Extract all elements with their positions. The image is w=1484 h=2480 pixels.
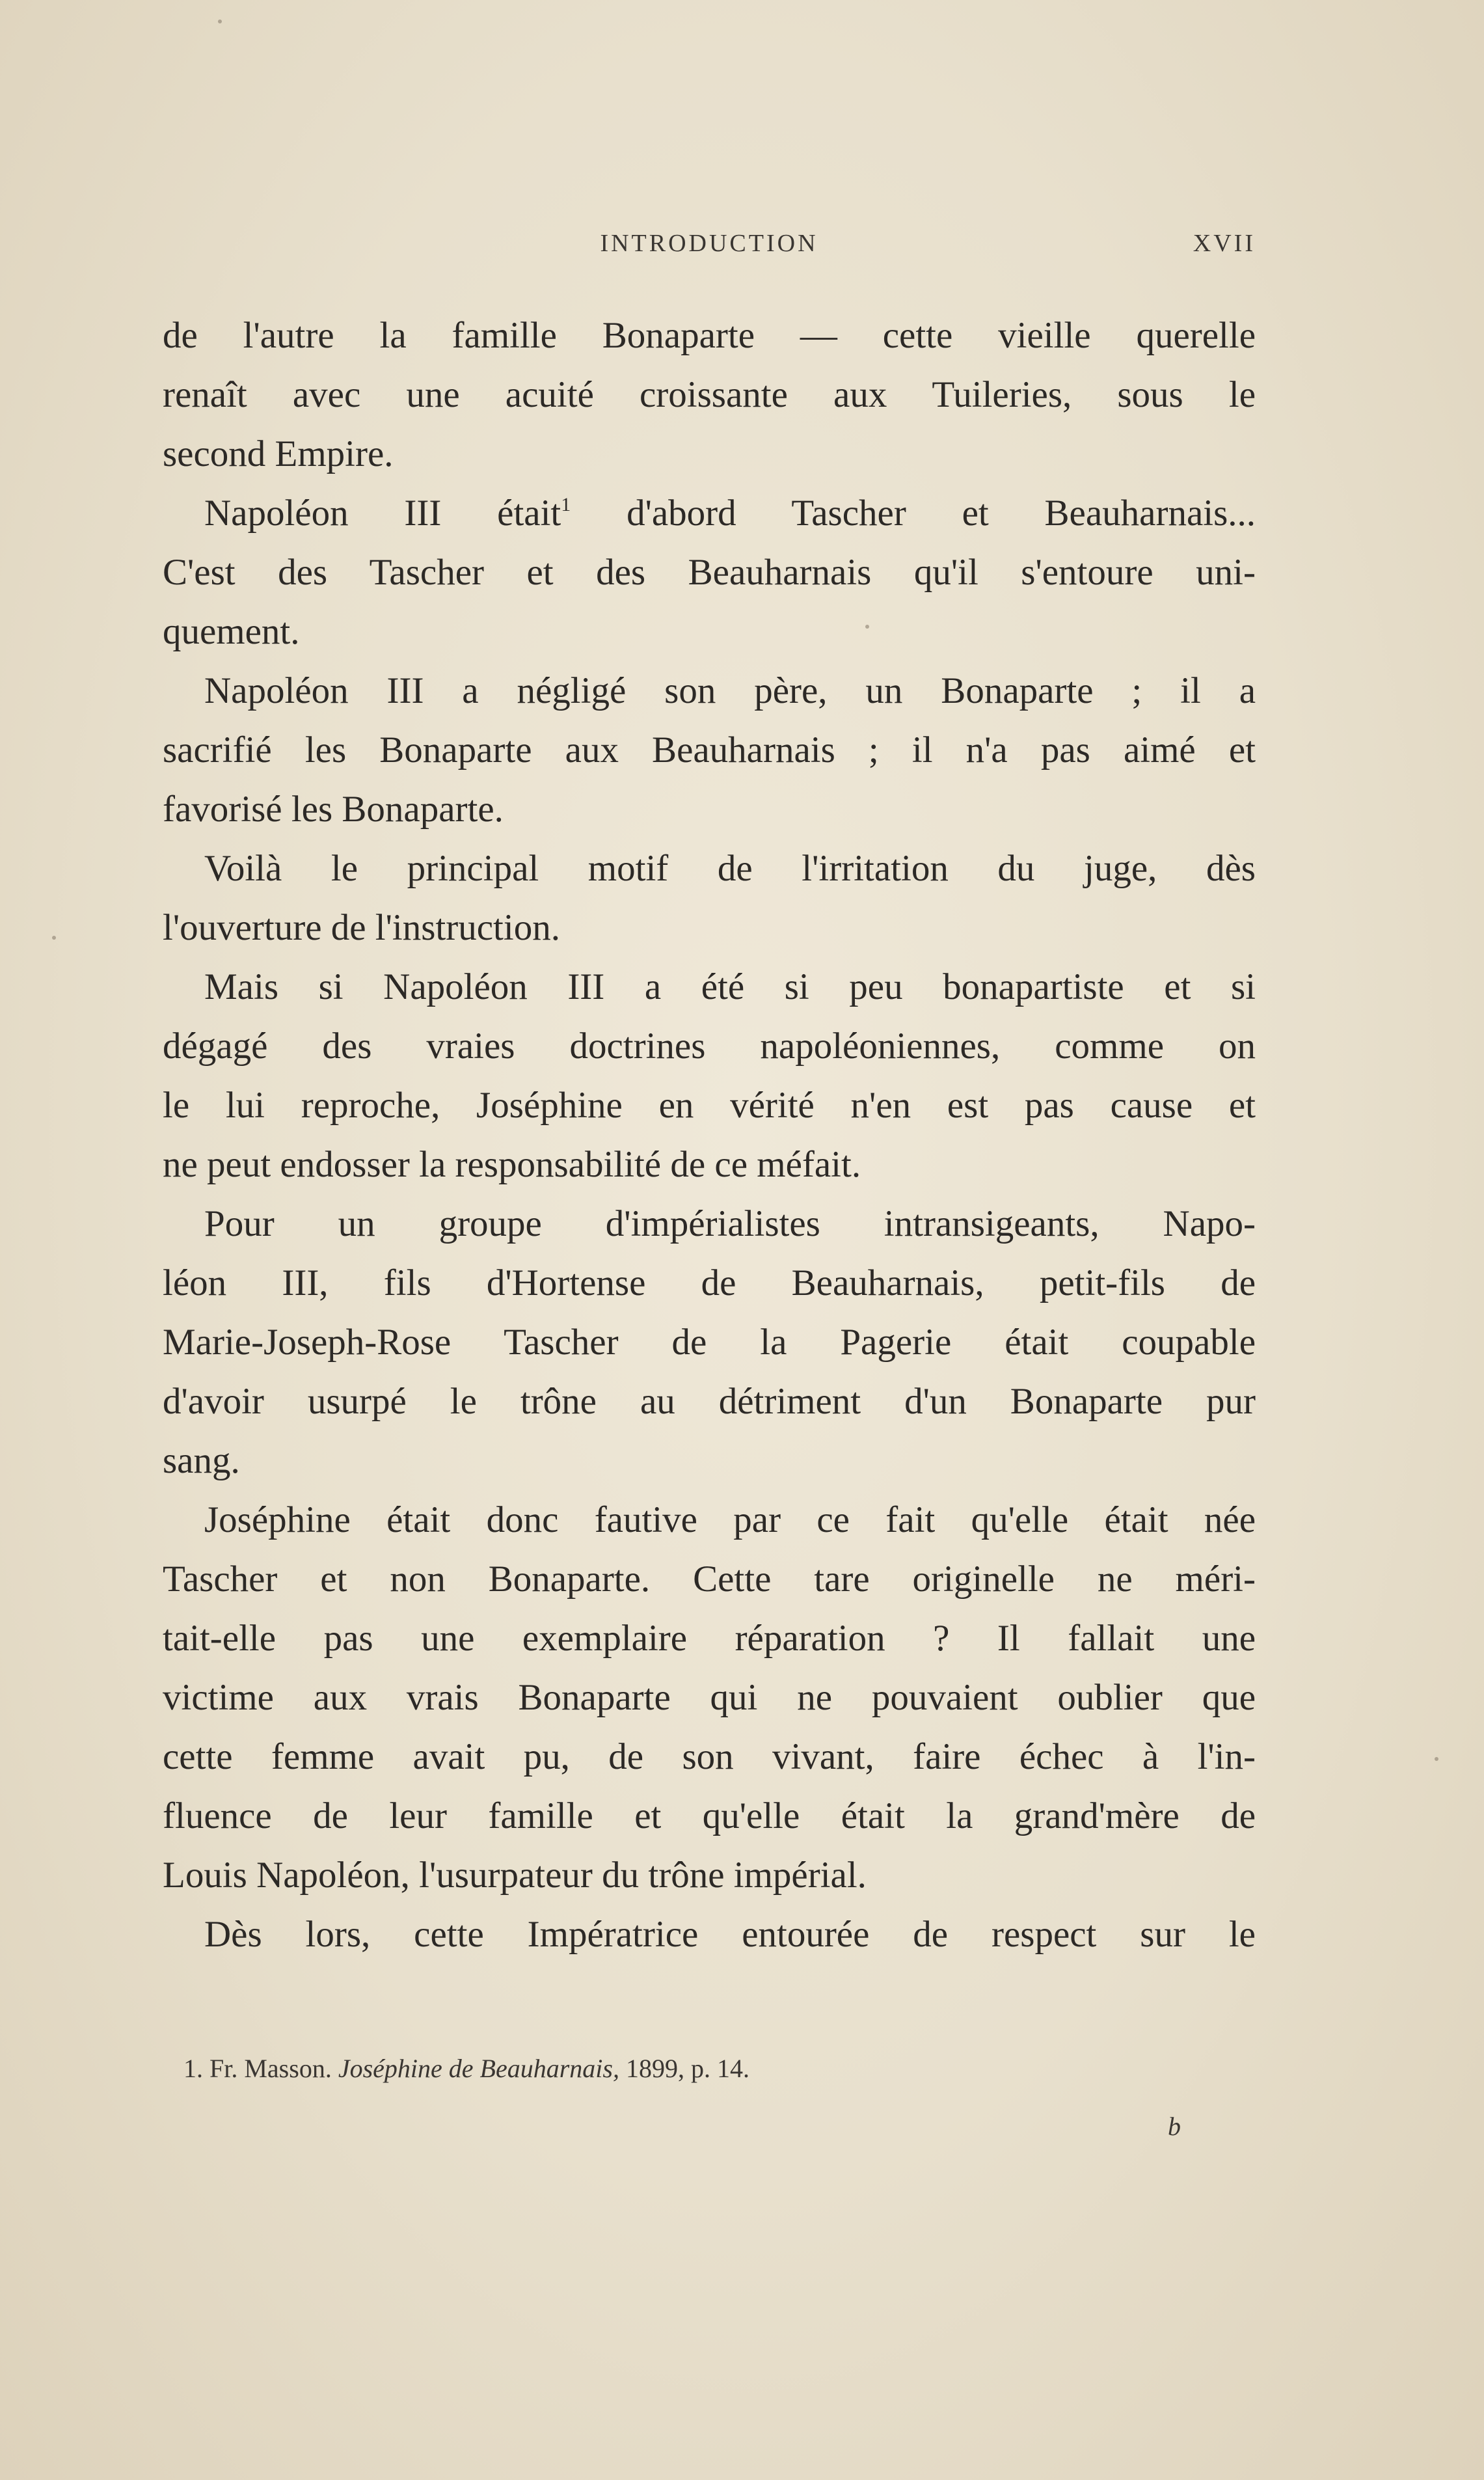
text-line: le lui reproche, Joséphine en vérité n'en est pas cause et (163, 1085, 1256, 1126)
text-segment: d'abord Tascher et Beauharnais... (627, 493, 1256, 534)
text-line: Pour un groupe d'impérialistes intransigeants, Napo- (204, 1203, 1256, 1244)
text-line: renaît avec une acuité croissante aux Tuileries, sous le (163, 374, 1256, 415)
text-line: tait-elle pas une exemplaire réparation ? Il fallait une (163, 1618, 1256, 1659)
text-line: C'est des Tascher et des Beauharnais qu'il s'entoure uni- (163, 552, 1256, 593)
footnote-marker: 1 (561, 494, 571, 515)
paper-speck (865, 625, 869, 629)
page-header (163, 229, 1256, 268)
footnote-details: 1899, p. 14. (625, 2054, 749, 2083)
signature-mark: b (1168, 2112, 1181, 2141)
text-line: favorisé les Bonaparte. (163, 789, 504, 830)
text-line: dégagé des vraies doctrines napoléoniennes, comme on (163, 1026, 1256, 1067)
text-line: sang. (163, 1440, 240, 1481)
text-segment: Napoléon III était (204, 493, 561, 534)
text-line: Tascher et non Bonaparte. Cette tare originelle ne méri- (163, 1559, 1256, 1600)
text-line: cette femme avait pu, de son vivant, faire échec à l'in- (163, 1736, 1256, 1777)
footnote-author: Fr. Masson. (209, 2054, 332, 2083)
footnote-title: Joséphine de Beauharnais, (338, 2054, 619, 2083)
text-line: victime aux vrais Bonaparte qui ne pouvaient oublier que (163, 1677, 1256, 1718)
paper-speck (218, 20, 222, 23)
text-line: Dès lors, cette Impératrice entourée de respect sur le (204, 1914, 1256, 1955)
text-line: Joséphine était donc fautive par ce fait qu'elle était née (204, 1499, 1256, 1540)
text-line: fluence de leur famille et qu'elle était la grand'mère de (163, 1795, 1256, 1836)
paper-speck (52, 936, 56, 940)
text-line: sacrifié les Bonaparte aux Beauharnais ; il n'a pas aimé et (163, 729, 1256, 770)
text-line: Mais si Napoléon III a été si peu bonapartiste et si (204, 966, 1256, 1007)
text-line-with-footnote (163, 484, 1256, 543)
text-line: léon III, fils d'Hortense de Beauharnais, petit-fils de (163, 1262, 1256, 1303)
text-line: l'ouverture de l'instruction. (163, 907, 560, 948)
running-title: INTRODUCTION (600, 230, 818, 257)
text-line: de l'autre la famille Bonaparte — cette vieille querelle (163, 315, 1256, 356)
text-line: ne peut endosser la responsabilité de ce méfait. (163, 1144, 861, 1185)
text-line: Marie-Joseph-Rose Tascher de la Pagerie était coupable (163, 1322, 1256, 1363)
text-line: quement. (163, 611, 300, 652)
text-line: Louis Napoléon, l'usurpateur du trône impérial. (163, 1855, 867, 1896)
footnote-number: 1. (183, 2054, 203, 2083)
body-text (163, 306, 1256, 1964)
text-line: Voilà le principal motif de l'irritation du juge, dès (204, 848, 1256, 889)
text-line: second Empire. (163, 433, 394, 474)
footnote (183, 2053, 749, 2084)
text-line: Napoléon III a négligé son père, un Bonaparte ; il a (204, 670, 1256, 711)
page-number: XVII (1193, 230, 1256, 257)
paper-speck (1435, 1757, 1438, 1761)
text-line: d'avoir usurpé le trône au détriment d'un Bonaparte pur (163, 1381, 1256, 1422)
